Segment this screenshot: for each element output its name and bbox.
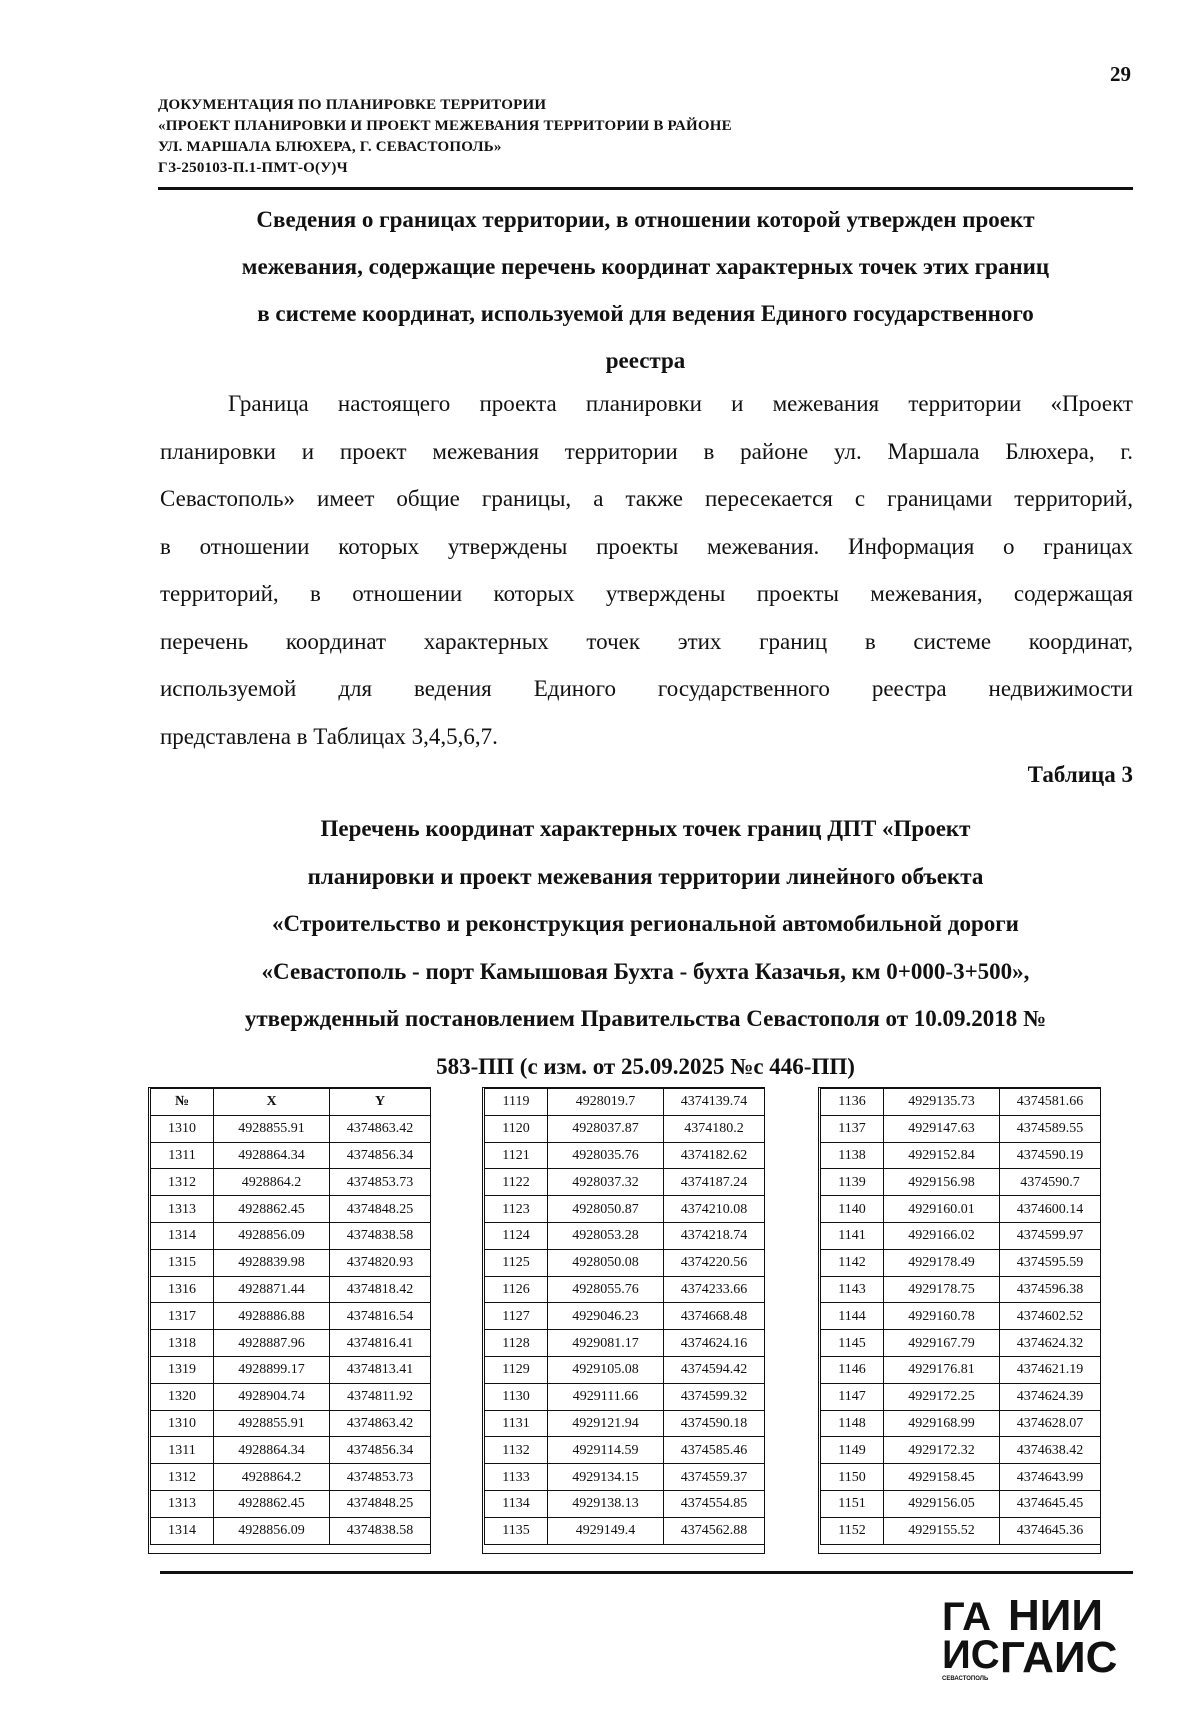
coordinate-y-cell: 4374856.34 (330, 1437, 431, 1464)
coordinate-x-cell: 4928839.98 (214, 1249, 330, 1276)
point-number-cell: 1121 (485, 1142, 548, 1169)
table-row (821, 1249, 1101, 1276)
coordinate-y-cell: 4374559.37 (664, 1464, 765, 1491)
coordinate-y-cell: 4374811.92 (330, 1383, 431, 1410)
coordinate-x-cell: 4928035.76 (548, 1142, 664, 1169)
coordinates-table-3 (820, 1088, 1101, 1545)
table-row (821, 1142, 1101, 1169)
coordinate-x-cell: 4929111.66 (548, 1383, 664, 1410)
table-row (821, 1490, 1101, 1517)
point-number-cell: 1315 (151, 1249, 214, 1276)
coordinate-y-cell: 4374599.97 (1000, 1222, 1101, 1249)
coordinate-x-cell: 4929167.79 (884, 1330, 1000, 1357)
nii-gais-logo (940, 1588, 1140, 1683)
coordinate-y-cell: 4374813.41 (330, 1356, 431, 1383)
header-line: ДОКУМЕНТАЦИЯ ПО ПЛАНИРОВКЕ ТЕРРИТОРИИ (158, 97, 547, 113)
paragraph-line: используемой для ведения Единого государственного реестра недвижимости (160, 676, 1133, 701)
point-number-cell: 1136 (821, 1089, 884, 1116)
coordinate-x-cell: 4929121.94 (548, 1410, 664, 1437)
table-row (485, 1490, 765, 1517)
table-row (151, 1464, 431, 1491)
coordinate-x-cell: 4928871.44 (214, 1276, 330, 1303)
coordinate-x-cell: 4929138.13 (548, 1490, 664, 1517)
coordinate-y-cell: 4374594.42 (664, 1356, 765, 1383)
point-number-cell: 1127 (485, 1303, 548, 1330)
point-number-cell: 1137 (821, 1115, 884, 1142)
coordinate-y-cell: 4374590.19 (1000, 1142, 1101, 1169)
coordinate-y-cell: 4374643.99 (1000, 1464, 1101, 1491)
table-row (485, 1517, 765, 1544)
coordinate-x-cell: 4929172.32 (884, 1437, 1000, 1464)
table-row (821, 1464, 1101, 1491)
coordinate-x-cell: 4929168.99 (884, 1410, 1000, 1437)
paragraph-line: территорий, в отношении которых утверждены проекты межевания, содержащая (160, 581, 1133, 606)
table-row (151, 1437, 431, 1464)
coordinate-y-cell: 4374585.46 (664, 1437, 765, 1464)
point-number-cell: 1318 (151, 1330, 214, 1357)
coordinate-x-cell: 4929155.52 (884, 1517, 1000, 1544)
header-divider (158, 187, 1133, 190)
coordinate-x-cell: 4929166.02 (884, 1222, 1000, 1249)
table-row (821, 1303, 1101, 1330)
table-row (151, 1383, 431, 1410)
coordinate-x-cell: 4929178.49 (884, 1249, 1000, 1276)
coordinate-x-cell: 4928864.34 (214, 1142, 330, 1169)
paragraph-line: Севастополь» имеет общие границы, а также пересекается с границами территорий, (160, 486, 1133, 511)
coordinates-table-1 (150, 1088, 431, 1545)
point-number-cell: 1128 (485, 1330, 548, 1357)
section-title-line: межевания, содержащие перечень координат характерных точек этих границ (241, 254, 1050, 279)
coordinate-y-cell: 4374645.45 (1000, 1490, 1101, 1517)
table-row (485, 1089, 765, 1116)
table-row (485, 1410, 765, 1437)
table-row (151, 1276, 431, 1303)
coordinate-y-cell: 4374820.93 (330, 1249, 431, 1276)
coordinate-y-cell: 4374600.14 (1000, 1196, 1101, 1223)
coordinate-x-cell: 4929134.15 (548, 1464, 664, 1491)
coordinate-x-cell: 4928904.74 (214, 1383, 330, 1410)
table-row (151, 1142, 431, 1169)
point-number-cell: 1134 (485, 1490, 548, 1517)
table-body (821, 1089, 1101, 1545)
footer-divider (160, 1571, 1133, 1574)
point-number-cell: 1148 (821, 1410, 884, 1437)
point-number-cell: 1140 (821, 1196, 884, 1223)
section-title-line: в системе координат, используемой для ведения Единого государственного (257, 301, 1034, 326)
coordinate-y-cell: 4374595.59 (1000, 1249, 1101, 1276)
coordinate-x-cell: 4928864.34 (214, 1437, 330, 1464)
point-number-cell: 1151 (821, 1490, 884, 1517)
table-body (151, 1115, 431, 1544)
section-title-line: реестра (605, 348, 686, 373)
coordinate-x-cell: 4928862.45 (214, 1490, 330, 1517)
point-number-cell: 1310 (151, 1115, 214, 1142)
table-row (151, 1330, 431, 1357)
column-header-x: X (214, 1089, 330, 1116)
coordinate-y-cell: 4374187.24 (664, 1169, 765, 1196)
table-row (821, 1383, 1101, 1410)
point-number-cell: 1131 (485, 1410, 548, 1437)
point-number-cell: 1123 (485, 1196, 548, 1223)
coordinate-y-cell: 4374182.62 (664, 1142, 765, 1169)
table-row (821, 1437, 1101, 1464)
paragraph-line: Граница настоящего проекта планировки и межевания территории «Проект (228, 391, 1133, 416)
coordinate-x-cell: 4929158.45 (884, 1464, 1000, 1491)
coordinates-table-2 (484, 1088, 765, 1545)
coordinate-y-cell: 4374638.42 (1000, 1437, 1101, 1464)
logo-caption: СЕВАСТОПОЛЬ (942, 1676, 989, 1682)
table-row (151, 1303, 431, 1330)
coordinate-y-cell: 4374210.08 (664, 1196, 765, 1223)
coordinate-y-cell: 4374602.52 (1000, 1303, 1101, 1330)
table-row (485, 1142, 765, 1169)
coordinate-x-cell: 4928855.91 (214, 1115, 330, 1142)
point-number-cell: 1139 (821, 1169, 884, 1196)
document-header (158, 95, 732, 179)
coordinate-x-cell: 4929046.23 (548, 1303, 664, 1330)
point-number-cell: 1146 (821, 1356, 884, 1383)
coordinate-x-cell: 4928886.88 (214, 1303, 330, 1330)
table-title-line: Перечень координат характерных точек границ ДПТ «Проект (320, 816, 971, 841)
coordinate-x-cell: 4929152.84 (884, 1142, 1000, 1169)
logo-text-bottom: ГАИС (1000, 1633, 1118, 1682)
coordinate-y-cell: 4374589.55 (1000, 1115, 1101, 1142)
table-title-line: утвержденный постановлением Правительства Севастополя от 10.09.2018 № (244, 1006, 1047, 1031)
table-title-line: планировки и проект межевания территории линейного объекта (307, 863, 984, 889)
coordinate-y-cell: 4374863.42 (330, 1410, 431, 1437)
table-title-line: 583-ПП (с изм. от 25.09.2025 №с 446-ПП) (436, 1053, 855, 1079)
point-number-cell: 1152 (821, 1517, 884, 1544)
table-row (821, 1356, 1101, 1383)
coordinate-x-cell: 4928037.87 (548, 1115, 664, 1142)
point-number-cell: 1138 (821, 1142, 884, 1169)
table-body (485, 1089, 765, 1545)
table-label: Таблица 3 (1027, 762, 1133, 787)
coordinate-y-cell: 4374233.66 (664, 1276, 765, 1303)
point-number-cell: 1133 (485, 1464, 548, 1491)
point-number-cell: 1311 (151, 1437, 214, 1464)
point-number-cell: 1311 (151, 1142, 214, 1169)
table-row (821, 1330, 1101, 1357)
table-row (485, 1437, 765, 1464)
table-row (485, 1330, 765, 1357)
coordinate-x-cell: 4928050.08 (548, 1249, 664, 1276)
table-row (485, 1464, 765, 1491)
coordinate-x-cell: 4928856.09 (214, 1517, 330, 1544)
point-number-cell: 1129 (485, 1356, 548, 1383)
column-header-y: Y (330, 1089, 431, 1116)
table-row (485, 1303, 765, 1330)
logo-mark-bottom: ИС (942, 1633, 1000, 1677)
section-title (158, 196, 1133, 384)
point-number-cell: 1312 (151, 1464, 214, 1491)
coordinate-y-cell: 4374848.25 (330, 1196, 431, 1223)
coordinate-y-cell: 4374816.41 (330, 1330, 431, 1357)
point-number-cell: 1141 (821, 1222, 884, 1249)
point-number-cell: 1120 (485, 1115, 548, 1142)
table-row (151, 1490, 431, 1517)
coordinate-x-cell: 4928899.17 (214, 1356, 330, 1383)
table-row (821, 1196, 1101, 1223)
point-number-cell: 1316 (151, 1276, 214, 1303)
coordinate-y-cell: 4374180.2 (664, 1115, 765, 1142)
coordinate-x-cell: 4928864.2 (214, 1464, 330, 1491)
point-number-cell: 1135 (485, 1517, 548, 1544)
header-line: «ПРОЕКТ ПЛАНИРОВКИ И ПРОЕКТ МЕЖЕВАНИЯ ТЕРРИТОРИИ В РАЙОНЕ (158, 118, 732, 134)
coordinate-x-cell: 4929156.05 (884, 1490, 1000, 1517)
coordinate-y-cell: 4374645.36 (1000, 1517, 1101, 1544)
coordinate-x-cell: 4928037.32 (548, 1169, 664, 1196)
table-row (151, 1356, 431, 1383)
table-row (151, 1169, 431, 1196)
point-number-cell: 1149 (821, 1437, 884, 1464)
coordinate-x-cell: 4928864.2 (214, 1169, 330, 1196)
header-line: УЛ. МАРШАЛА БЛЮХЕРА, Г. СЕВАСТОПОЛЬ» (158, 139, 502, 155)
coordinate-x-cell: 4929105.08 (548, 1356, 664, 1383)
paragraph-line: перечень координат характерных точек этих границ в системе координат, (160, 628, 1133, 654)
table-row (151, 1115, 431, 1142)
coordinate-x-cell: 4929081.17 (548, 1330, 664, 1357)
table-row (151, 1517, 431, 1544)
point-number-cell: 1317 (151, 1303, 214, 1330)
coordinate-y-cell: 4374554.85 (664, 1490, 765, 1517)
coordinate-x-cell: 4929149.4 (548, 1517, 664, 1544)
coordinate-x-cell: 4929156.98 (884, 1169, 1000, 1196)
coordinate-x-cell: 4928055.76 (548, 1276, 664, 1303)
coordinate-y-cell: 4374590.7 (1000, 1169, 1101, 1196)
point-number-cell: 1150 (821, 1464, 884, 1491)
table-row (151, 1249, 431, 1276)
paragraph-line: в отношении которых утверждены проекты межевания. Информация о границах (160, 533, 1133, 559)
coordinate-y-cell: 4374590.18 (664, 1410, 765, 1437)
coordinate-x-cell: 4929135.73 (884, 1089, 1000, 1116)
coordinate-y-cell: 4374853.73 (330, 1464, 431, 1491)
logo-text-top: НИИ (1008, 1591, 1104, 1640)
coordinate-x-cell: 4928862.45 (214, 1196, 330, 1223)
coordinate-y-cell: 4374863.42 (330, 1115, 431, 1142)
header-line: ГЗ-250103-П.1-ПМТ-О(У)Ч (158, 160, 348, 176)
coordinate-y-cell: 4374853.73 (330, 1169, 431, 1196)
section-title-line: Сведения о границах территории, в отношении которой утвержден проект (256, 207, 1035, 232)
coordinate-y-cell: 4374218.74 (664, 1222, 765, 1249)
coordinate-x-cell: 4929176.81 (884, 1356, 1000, 1383)
coordinate-y-cell: 4374220.56 (664, 1249, 765, 1276)
coordinate-y-cell: 4374838.58 (330, 1222, 431, 1249)
point-number-cell: 1124 (485, 1222, 548, 1249)
table-row (485, 1169, 765, 1196)
coordinate-y-cell: 4374624.16 (664, 1330, 765, 1357)
table-row (485, 1196, 765, 1223)
table-row (151, 1222, 431, 1249)
table-row (821, 1169, 1101, 1196)
point-number-cell: 1314 (151, 1517, 214, 1544)
table-row (485, 1249, 765, 1276)
coordinate-y-cell: 4374856.34 (330, 1142, 431, 1169)
table-title-line: «Севастополь - порт Камышовая Бухта - бухта Казачья, км 0+000-3+500», (261, 958, 1030, 984)
paragraph-line: представлена в Таблицах 3,4,5,6,7. (160, 723, 498, 749)
paragraph-line: планировки и проект межевания территории в районе ул. Маршала Блюхера, г. (160, 438, 1133, 464)
coordinate-y-cell: 4374628.07 (1000, 1410, 1101, 1437)
point-number-cell: 1122 (485, 1169, 548, 1196)
coordinate-y-cell: 4374624.39 (1000, 1383, 1101, 1410)
coordinate-y-cell: 4374848.25 (330, 1490, 431, 1517)
coordinate-x-cell: 4928019.7 (548, 1089, 664, 1116)
table-row (151, 1196, 431, 1223)
point-number-cell: 1320 (151, 1383, 214, 1410)
table-row (485, 1276, 765, 1303)
table-row (821, 1276, 1101, 1303)
point-number-cell: 1313 (151, 1196, 214, 1223)
point-number-cell: 1310 (151, 1410, 214, 1437)
coordinate-y-cell: 4374599.32 (664, 1383, 765, 1410)
table-row (821, 1410, 1101, 1437)
coordinate-y-cell: 4374816.54 (330, 1303, 431, 1330)
coordinate-x-cell: 4928053.28 (548, 1222, 664, 1249)
page-number: 29 (1110, 62, 1131, 86)
coordinate-y-cell: 4374139.74 (664, 1089, 765, 1116)
coordinate-x-cell: 4929147.63 (884, 1115, 1000, 1142)
coordinate-y-cell: 4374621.19 (1000, 1356, 1101, 1383)
coordinate-y-cell: 4374668.48 (664, 1303, 765, 1330)
coordinate-x-cell: 4929160.01 (884, 1196, 1000, 1223)
table-row (485, 1383, 765, 1410)
coordinate-x-cell: 4928887.96 (214, 1330, 330, 1357)
point-number-cell: 1143 (821, 1276, 884, 1303)
point-number-cell: 1130 (485, 1383, 548, 1410)
table-row (485, 1222, 765, 1249)
coordinate-x-cell: 4928855.91 (214, 1410, 330, 1437)
table-row (485, 1356, 765, 1383)
point-number-cell: 1145 (821, 1330, 884, 1357)
coordinate-y-cell: 4374818.42 (330, 1276, 431, 1303)
body-paragraph (160, 380, 1133, 760)
coordinate-y-cell: 4374562.88 (664, 1517, 765, 1544)
coordinate-x-cell: 4929114.59 (548, 1437, 664, 1464)
point-number-cell: 1313 (151, 1490, 214, 1517)
coordinate-x-cell: 4929172.25 (884, 1383, 1000, 1410)
coordinate-x-cell: 4929160.78 (884, 1303, 1000, 1330)
table-row (821, 1222, 1101, 1249)
coordinate-y-cell: 4374624.32 (1000, 1330, 1101, 1357)
table-row (151, 1410, 431, 1437)
point-number-cell: 1147 (821, 1383, 884, 1410)
point-number-cell: 1119 (485, 1089, 548, 1116)
point-number-cell: 1142 (821, 1249, 884, 1276)
point-number-cell: 1312 (151, 1169, 214, 1196)
point-number-cell: 1319 (151, 1356, 214, 1383)
point-number-cell: 1125 (485, 1249, 548, 1276)
coordinate-x-cell: 4928856.09 (214, 1222, 330, 1249)
coordinate-y-cell: 4374596.38 (1000, 1276, 1101, 1303)
coordinate-x-cell: 4928050.87 (548, 1196, 664, 1223)
point-number-cell: 1132 (485, 1437, 548, 1464)
point-number-cell: 1314 (151, 1222, 214, 1249)
table-title (158, 805, 1133, 1090)
table-row (821, 1517, 1101, 1544)
point-number-cell: 1126 (485, 1276, 548, 1303)
table-header-row (151, 1089, 431, 1116)
coordinate-y-cell: 4374581.66 (1000, 1089, 1101, 1116)
table-row (821, 1089, 1101, 1116)
table-row (821, 1115, 1101, 1142)
coordinate-x-cell: 4929178.75 (884, 1276, 1000, 1303)
column-header-number: № (151, 1089, 214, 1116)
coordinate-y-cell: 4374838.58 (330, 1517, 431, 1544)
table-title-line: «Строительство и реконструкция региональной автомобильной дороги (272, 911, 1019, 936)
logo-mark-top: ГА (942, 1595, 992, 1639)
table-row (485, 1115, 765, 1142)
point-number-cell: 1144 (821, 1303, 884, 1330)
